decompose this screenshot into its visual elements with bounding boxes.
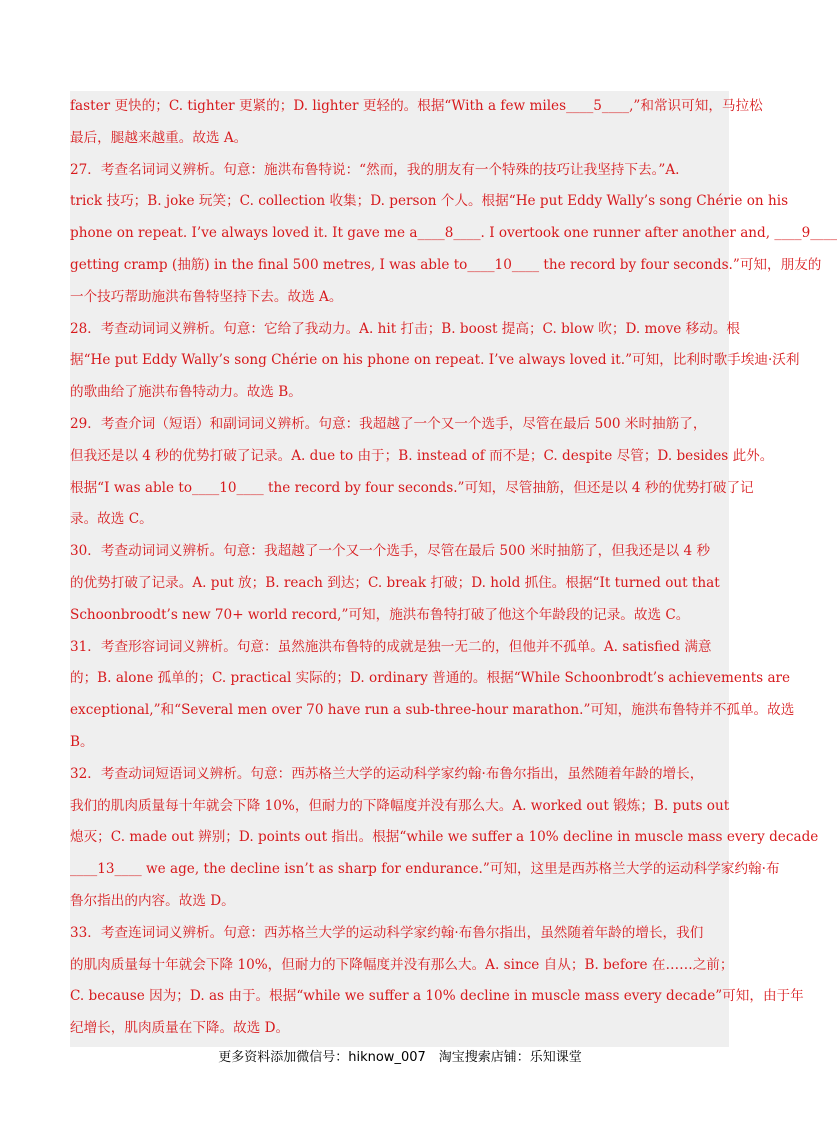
text-line: 据“He put Eddy Wally’s song Chérie on his phone on repeat. I’ve always loved it.”可知，比利时歌手埃迪·沃利 [70, 352, 800, 369]
text-line: 29．考查介词（短语）和副词词义辨析。句意：我超越了一个又一个选手，尽管在最后 500 米时抽筋了， [70, 415, 707, 432]
text-line: phone on repeat. I’ve always loved it. It gave me a____8____. I overtook one runner after another and, ____9____ [70, 225, 837, 242]
text-line: 鲁尔指出的内容。故选 D。 [70, 892, 235, 909]
text-line: 的；B. alone 孤单的；C. practical 实际的；D. ordinary 普通的。根据“While Schoonbrodt’s achievements are [70, 670, 791, 687]
text-line: 一个技巧帮助施洪布鲁特坚持下去。故选 A。 [70, 288, 343, 305]
text-line: trick 技巧；B. joke 玩笑；C. collection 收集；D. person 个人。根据“He put Eddy Wally’s song Chérie on his [70, 193, 789, 210]
text-line: exceptional,”和“Several men over 70 have run a sub-three-hour marathon.”可知，施洪布鲁特并不孤单。故选 [70, 702, 795, 719]
text-line: 32．考查动词短语词义辨析。句意：西苏格兰大学的运动科学家约翰·布鲁尔指出，虽然随着年龄的增长， [70, 765, 704, 782]
text-line: B。 [70, 733, 94, 750]
text-line: 33．考查连词词义辨析。句意：西苏格兰大学的运动科学家约翰·布鲁尔指出，虽然随着年龄的增长，我们 [70, 924, 704, 941]
text-line: getting cramp (抽筋) in the final 500 metres, I was able to____10____ the record by four seconds.”可知，朋友的 [70, 256, 822, 273]
text-line: 最后，腿越来越重。故选 A。 [70, 129, 248, 146]
text-line: Schoonbroodt’s new 70+ world record,”可知，施洪布鲁特打破了他这个年龄段的记录。故选 C。 [70, 606, 690, 623]
text-line: 的歌曲给了施洪布鲁特动力。故选 B。 [70, 384, 302, 401]
text-line: 但我还是以 4 秒的优势打破了记录。A. due to 由于；B. instead of 而不是；C. despite 尽管；D. besides 此外。 [70, 447, 774, 464]
text-line: 28．考查动词词义辨析。句意：它给了我动力。A. hit 打击；B. boost 提高；C. blow 吹；D. move 移动。根 [70, 320, 741, 337]
text-line: 纪增长，肌肉质量在下降。故选 D。 [70, 1020, 290, 1037]
text-line: C. because 因为；D. as 由于。根据“while we suffer a 10% decline in muscle mass every decade”可知，由于年 [70, 988, 804, 1005]
text-line: ____13____ we age, the decline isn’t as sharp for endurance.”可知，这里是西苏格兰大学的运动科学家约翰·布 [70, 861, 780, 878]
answer-explanations [70, 91, 837, 1047]
text-line: 根据“I was able to____10____ the record by four seconds.”可知，尽管抽筋，但还是以 4 秒的优势打破了记 [70, 479, 754, 496]
text-line: 的肌肉质量每十年就会下降 10%，但耐力的下降幅度并没有那么大。A. since 自从；B. before 在……之前； [70, 956, 734, 973]
text-line: faster 更快的；C. tighter 更紧的；D. lighter 更轻的。根据“With a few miles____5____,”和常识可知，马拉松 [70, 98, 763, 114]
text-line: 的优势打破了记录。A. put 放；B. reach 到达；C. break 打破；D. hold 抓住。根据“It turned out that [70, 574, 720, 591]
text-line: 31．考查形容词词义辨析。句意：虽然施洪布鲁特的成就是独一无二的，但他并不孤单。A. satisfied 满意 [70, 638, 712, 655]
text-line: 30．考查动词词义辨析。句意：我超越了一个又一个选手，尽管在最后 500 米时抽筋了，但我还是以 4 秒 [70, 543, 711, 560]
text-line: 我们的肌肉质量每十年就会下降 10%，但耐力的下降幅度并没有那么大。A. worked out 锻炼；B. puts out [70, 797, 730, 814]
text-line: 27．考查名词词义辨析。句意：施洪布鲁特说：“然而，我的朋友有一个特殊的技巧让我坚持下去。”A. [70, 161, 680, 178]
text-line: 熄灭；C. made out 辨别；D. points out 指出。根据“while we suffer a 10% decline in muscle mass every decade [70, 829, 819, 846]
page-footer: 更多资料添加微信号：hiknow_007 淘宝搜索店铺：乐知课堂 [218, 1050, 582, 1065]
text-line: 录。故选 C。 [70, 511, 153, 528]
